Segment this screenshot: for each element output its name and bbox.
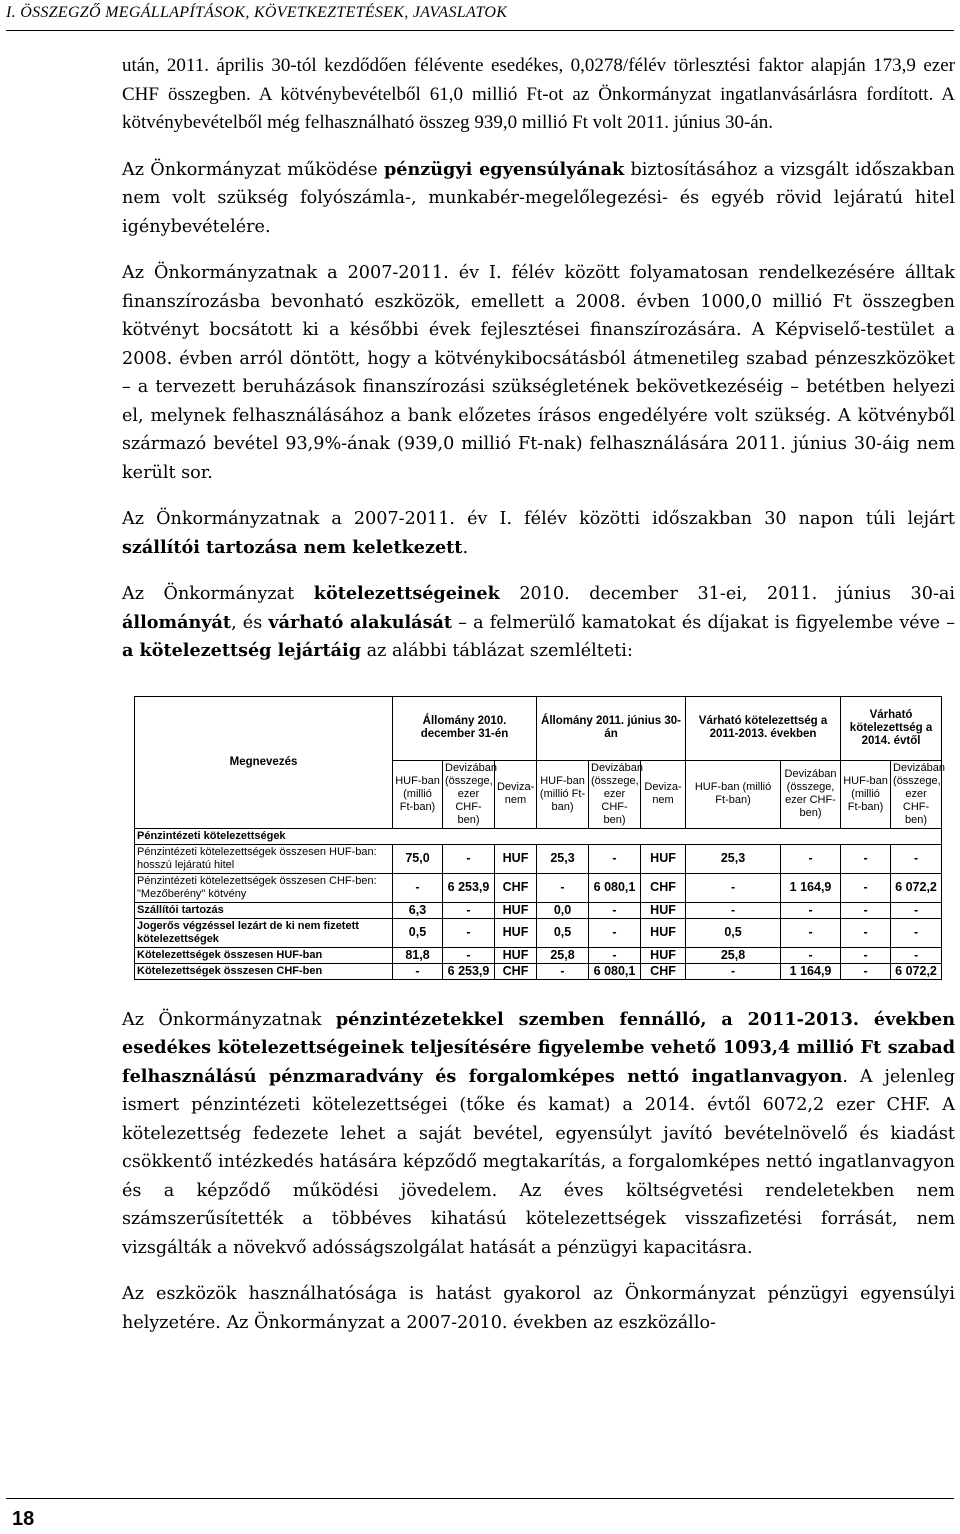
- subheader: HUF-ban (millió Ft-ban): [393, 760, 443, 828]
- table-cell: -: [781, 947, 841, 963]
- table-cell: 6 253,9: [443, 963, 495, 979]
- paragraph-6: Az Önkormányzatnak pénzintézetekkel szemben fennálló, a 2011-2013. években esedékes kötelezettségeinek teljesítésére figyelembe vehető 1093,4 millió Ft szabad felhasználású pénzmaradvány és forgalomképes nettó ingatlanvagyon. A jelenleg ismert pénzintézeti kötelezettségei (tőke és kamat) a 2014. évtől 6072,2 ezer CHF. A kötelezettség fedezete lehet a saját bevétel, egyensúlyt javító bevételnövelő és kiadást csökkentő intézkedés hatására képződő megtakarítás, a forgalomképes nettó ingatlanvagyon és a képződő működési jövedelem. Az éves költségvetési rendeletekben nem számszerűsítették a többéves kihatású kötelezettségek visszafizetési forrását, nem vizsgálták a növekvő adósságszolgálat hatását a pénzügyi kapacitásra.: [122, 1008, 955, 1258]
- table-cell: HUF: [495, 844, 537, 873]
- subheader: Devizában (összege, ezer CHF-ben): [891, 760, 942, 828]
- emphasis: szállítói tartozása nem keletkezett: [122, 536, 463, 558]
- table-cell: -: [686, 963, 781, 979]
- table-cell: HUF: [495, 902, 537, 918]
- table-cell: 1 164,9: [781, 873, 841, 902]
- table-cell: -: [781, 844, 841, 873]
- paragraph-2: Az Önkormányzat működése pénzügyi egyensúlyának biztosításához a vizsgált időszakban nem volt szükség folyószámla-, munkabér-megelőlegezési- és egyéb rövid lejáratú hitel igénybevételére.: [122, 158, 956, 237]
- table-row: [135, 963, 942, 979]
- table-cell: -: [443, 902, 495, 918]
- emphasis: pénzügyi egyensúlyának: [383, 158, 625, 180]
- table-cell: HUF: [641, 844, 686, 873]
- table-cell: -: [891, 947, 942, 963]
- table-cell: CHF: [641, 963, 686, 979]
- table-cell: 6 072,2: [891, 963, 942, 979]
- table-cell: 0,0: [537, 902, 589, 918]
- table-cell: CHF: [495, 873, 537, 902]
- table-cell: -: [841, 873, 891, 902]
- table-cell: HUF: [641, 947, 686, 963]
- table-row: [135, 918, 942, 947]
- table-cell: 25,8: [537, 947, 589, 963]
- table-cell: -: [891, 902, 942, 918]
- table-cell: 6 072,2: [891, 873, 942, 902]
- table-cell: 0,5: [686, 918, 781, 947]
- table-cell: HUF: [495, 918, 537, 947]
- table-body: [135, 844, 942, 979]
- row-label: Szállítói tartozás: [135, 902, 393, 918]
- table-cell: -: [443, 844, 495, 873]
- header-group: Állomány 2010. december 31-én: [393, 696, 537, 760]
- paragraph-5: Az Önkormányzat kötelezettségeinek 2010. december 31-ei, 2011. június 30-ai állományát, és várható alakulását – a felmerülő kamatokat és díjakat is figyelembe véve – a kötelezettség lejártáig az alábbi táblázat szemlélteti:: [122, 583, 956, 661]
- table-cell: -: [841, 902, 891, 918]
- header-rule: [6, 30, 954, 31]
- table-row: [135, 873, 942, 902]
- table-cell: -: [891, 918, 942, 947]
- table-row: [135, 844, 942, 873]
- table-cell: HUF: [641, 902, 686, 918]
- table-cell: -: [537, 873, 589, 902]
- table-cell: HUF: [495, 947, 537, 963]
- table-row: [135, 947, 942, 963]
- paragraph-7: Az eszközök használhatósága is hatást gyakorol az Önkormányzat pénzügyi egyensúlyi helyzetére. Az Önkormányzat a 2007-2010. években az eszközállo-: [122, 1284, 955, 1333]
- table-cell: 1 164,9: [781, 963, 841, 979]
- table-cell: CHF: [641, 873, 686, 902]
- table-cell: -: [393, 873, 443, 902]
- subheader: HUF-ban (millió Ft-ban): [537, 760, 589, 828]
- page-number: 18: [12, 1508, 35, 1530]
- row-label: Pénzintézeti kötelezettségek összesen HUF-ban: hosszú lejáratú hitel: [135, 844, 393, 873]
- table-cell: -: [841, 844, 891, 873]
- row-label: Kötelezettségek összesen HUF-ban: [135, 947, 393, 963]
- header-name: Megnevezés: [135, 696, 393, 828]
- page-header-title: I. ÖSSZEGZŐ MEGÁLLAPÍTÁSOK, KÖVETKEZTETÉSEK, JAVASLATOK: [6, 4, 508, 21]
- subheader: HUF-ban (millió Ft-ban): [841, 760, 891, 828]
- table-cell: -: [841, 947, 891, 963]
- header-group: Állomány 2011. június 30-án: [537, 696, 686, 760]
- page-content: [122, 52, 955, 1337]
- row-label: Kötelezettségek összesen CHF-ben: [135, 963, 393, 979]
- header-group: Várható kötelezettség a 2014. évtől: [841, 696, 942, 760]
- paragraph-1: után, 2011. április 30-tól kezdődően félévente esedékes, 0,0278/félév törlesztési faktor alapján 173,9 ezer CHF összegben. A kötvénybevételből 61,0 millió Ft-ot az Önkormányzat ingatlanvásárlásra fordított. A kötvénybevételből még felhasználható összeg 939,0 millió Ft volt 2011. június 30-án.: [122, 55, 955, 133]
- table-cell: 6,3: [393, 902, 443, 918]
- table-cell: CHF: [495, 963, 537, 979]
- table-cell: -: [589, 844, 641, 873]
- table-cell: 0,5: [537, 918, 589, 947]
- table-cell: -: [686, 902, 781, 918]
- footer-rule: [6, 1498, 954, 1499]
- table-cell: -: [589, 918, 641, 947]
- table-cell: HUF: [641, 918, 686, 947]
- subheader: Deviza-nem: [495, 760, 537, 828]
- subheader: HUF-ban (millió Ft-ban): [686, 760, 781, 828]
- paragraph-4: Az Önkormányzatnak a 2007-2011. év I. félév közötti időszakban 30 napon túli lejárt szállítói tartozása nem keletkezett.: [122, 509, 955, 558]
- subheader: Devizában (összege, ezer CHF-ben): [443, 760, 495, 828]
- table-cell: 6 080,1: [589, 873, 641, 902]
- table-cell: -: [589, 902, 641, 918]
- subheader: Deviza-nem: [641, 760, 686, 828]
- paragraph-3: Az Önkormányzatnak a 2007-2011. év I. félév között folyamatosan rendelkezésére álltak finanszírozásba bevonható eszközök, emellett a 2008. évben 1000,0 millió Ft összegben kötvényt bocsátott ki a későbbi évek fejlesztései finanszírozására. A Képviselő-testület a 2008. évben arról döntött, hogy a kötvénykibocsátásból átmenetileg szabad pénzeszközöket – a tervezett beruházások finanszírozási szükségletének bekövetkezéséig – betétben helyezi el, melynek felhasználásához a bank előzetes írásos engedélyére volt szükség. A kötvényből származó bevétel 93,9%-ának (939,0 millió Ft-nak) felhasználására 2011. június 30-áig nem került sor.: [122, 263, 955, 483]
- table-cell: 75,0: [393, 844, 443, 873]
- section-row: Pénzintézeti kötelezettségek: [135, 828, 942, 844]
- table-cell: 6 253,9: [443, 873, 495, 902]
- table-cell: -: [781, 918, 841, 947]
- table-cell: 81,8: [393, 947, 443, 963]
- table-row: [135, 902, 942, 918]
- liabilities-table: [134, 696, 946, 980]
- table-cell: -: [537, 963, 589, 979]
- table-cell: -: [891, 844, 942, 873]
- table-cell: -: [781, 902, 841, 918]
- liabilities-table-wrap: [134, 696, 955, 980]
- table-cell: -: [841, 918, 891, 947]
- table-cell: 6 080,1: [589, 963, 641, 979]
- table-cell: -: [841, 963, 891, 979]
- table-cell: 25,3: [537, 844, 589, 873]
- row-label: Jogerős végzéssel lezárt de ki nem fizetett kötelezettségek: [135, 918, 393, 947]
- row-label: Pénzintézeti kötelezettségek összesen CHF-ben: "Mezőberény" kötvény: [135, 873, 393, 902]
- table-cell: -: [443, 947, 495, 963]
- table-cell: 0,5: [393, 918, 443, 947]
- table-cell: -: [393, 963, 443, 979]
- table-cell: -: [443, 918, 495, 947]
- table-cell: 25,8: [686, 947, 781, 963]
- subheader: Devizában (összege, ezer CHF-ben): [589, 760, 641, 828]
- table-cell: -: [686, 873, 781, 902]
- table-cell: -: [589, 947, 641, 963]
- subheader: Devizában (összege, ezer CHF-ben): [781, 760, 841, 828]
- header-group: Várható kötelezettség a 2011-2013. években: [686, 696, 841, 760]
- table-cell: 25,3: [686, 844, 781, 873]
